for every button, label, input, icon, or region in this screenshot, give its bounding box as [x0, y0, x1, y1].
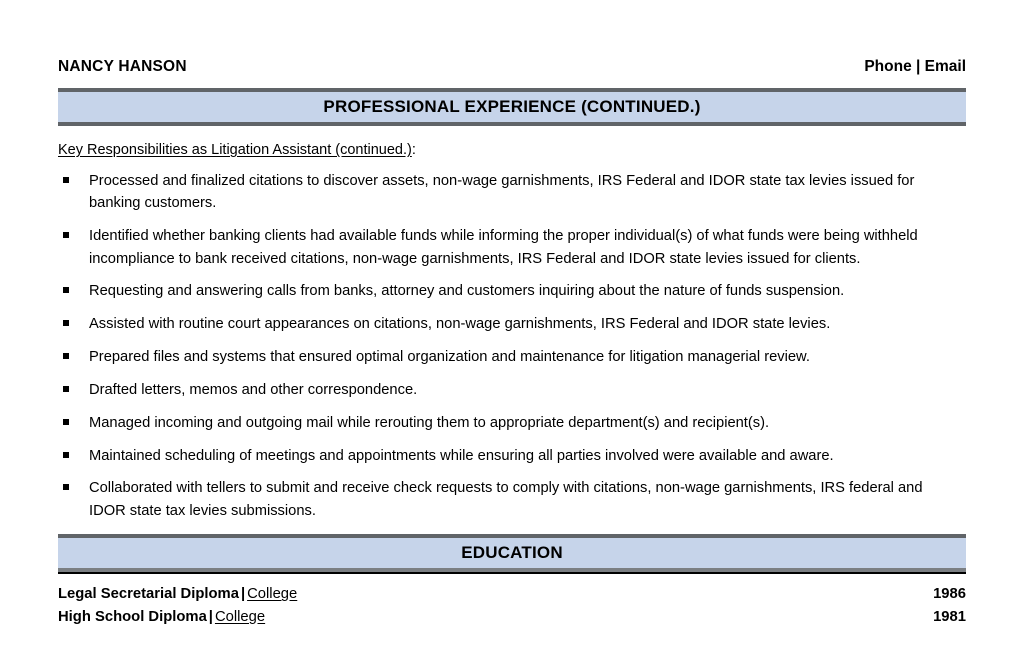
list-item-text: Identified whether banking clients had available funds while informing the proper individual(s) of what funds were being withheld incompliance to bank received citations, non-wage garnishments, IRS Federal and IDOR state levies issued for clients. — [89, 228, 918, 267]
education-entry-detail — [58, 609, 265, 625]
education-entry-detail — [58, 586, 297, 602]
square-bullet-icon — [58, 477, 89, 490]
square-bullet-icon — [58, 280, 89, 293]
list-item — [58, 170, 966, 215]
list-item — [58, 313, 966, 335]
education-entry — [58, 586, 966, 602]
list-item-text: Assisted with routine court appearances on citations, non-wage garnishments, IRS Federal and IDOR state levies. — [89, 316, 831, 333]
square-bullet-icon — [58, 445, 89, 458]
list-item-text: Processed and finalized citations to discover assets, non-wage garnishments, IRS Federal and IDOR state tax levies issued for banking customers. — [89, 173, 915, 212]
square-bullet-icon — [58, 170, 89, 183]
section-banner-education — [58, 534, 966, 572]
education-degree: Legal Secretarial Diploma — [58, 586, 239, 603]
document-header — [58, 0, 966, 76]
subsection-heading — [58, 142, 966, 158]
list-item-text: Maintained scheduling of meetings and appointments while ensuring all parties involved were available and aware. — [89, 447, 834, 464]
list-item — [58, 477, 966, 522]
list-item — [58, 445, 966, 467]
list-item — [58, 280, 966, 302]
square-bullet-icon — [58, 412, 89, 425]
list-item-text: Managed incoming and outgoing mail while rerouting them to appropriate department(s) and recipient(s). — [89, 414, 770, 431]
education-year: 1986 — [933, 586, 966, 603]
education-separator: | — [208, 609, 213, 626]
responsibility-list — [58, 170, 966, 522]
education-institution: College — [247, 586, 298, 603]
subsection-heading-colon: : — [411, 142, 416, 158]
list-item — [58, 379, 966, 401]
education-year: 1981 — [933, 609, 966, 626]
education-separator: | — [240, 586, 246, 603]
list-item-text: Drafted letters, memos and other correspondence. — [89, 381, 418, 398]
list-item-text: Prepared files and systems that ensured optimal organization and maintenance for litigation managerial review. — [89, 349, 810, 366]
education-entry — [58, 609, 966, 625]
education-degree: High School Diploma — [58, 609, 207, 626]
section-title-professional-experience: PROFESSIONAL EXPERIENCE (CONTINUED.) — [323, 97, 701, 116]
list-item — [58, 225, 966, 270]
square-bullet-icon — [58, 379, 89, 392]
list-item — [58, 346, 966, 368]
education-institution: College — [214, 609, 266, 626]
list-item — [58, 412, 966, 434]
contact-info: Phone | Email — [864, 58, 966, 75]
square-bullet-icon — [58, 225, 89, 238]
education-list — [58, 586, 966, 625]
list-item-text: Requesting and answering calls from banks, attorney and customers inquiring about the nature of funds suspension. — [89, 283, 845, 300]
section-title-education: EDUCATION — [461, 543, 563, 563]
candidate-name: NANCY HANSON — [58, 58, 187, 75]
square-bullet-icon — [58, 346, 89, 359]
page-content — [58, 0, 966, 632]
square-bullet-icon — [58, 313, 89, 326]
section-banner-professional-experience — [58, 88, 966, 126]
subsection-heading-label: Key Responsibilities as Litigation Assistant (continued.) — [58, 142, 412, 158]
list-item-text: Collaborated with tellers to submit and receive check requests to comply with citations, non-wage garnishments, IRS federal and IDOR state tax levies submissions. — [89, 480, 923, 519]
